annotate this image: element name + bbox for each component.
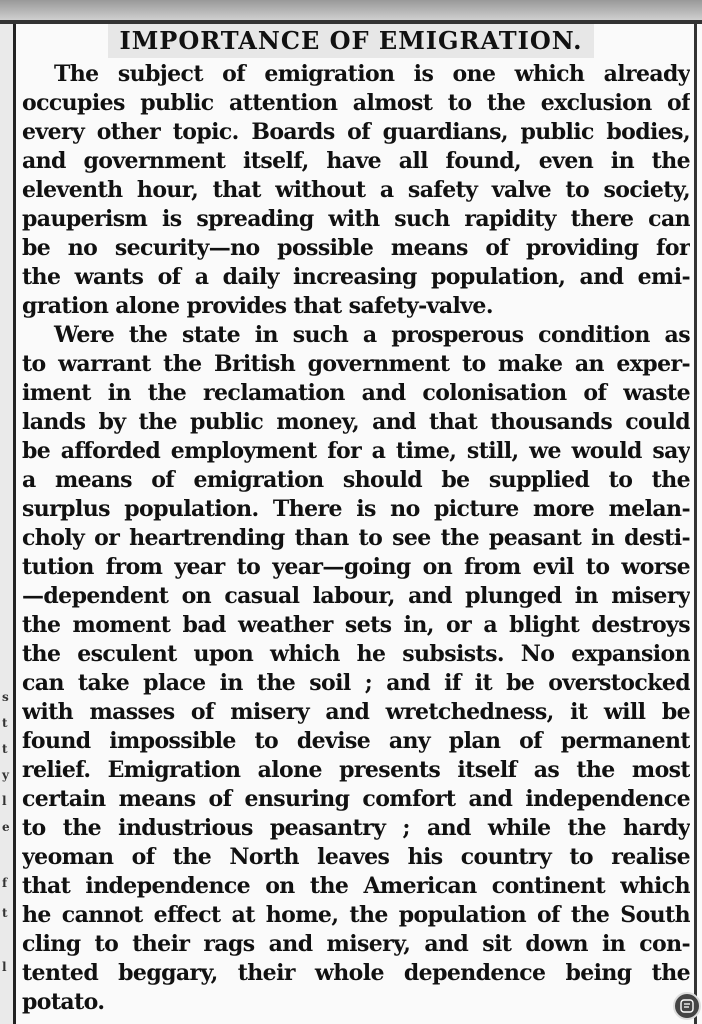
article-line: certain means of ensuring comfort and independence bbox=[22, 786, 690, 812]
margin-letter: l bbox=[2, 960, 7, 974]
article-line: iment in the reclamation and colonisation of waste bbox=[22, 380, 690, 406]
margin-letter: t bbox=[2, 716, 8, 730]
article-line: occupies public attention almost to the exclusion of bbox=[22, 90, 690, 116]
margin-letter: y bbox=[2, 768, 9, 782]
article-line: cling to their rags and misery, and sit down in con- bbox=[22, 931, 690, 957]
article-line: and government itself, have all found, even in the bbox=[22, 148, 690, 174]
article-line: the esculent upon which he subsists. No expansion bbox=[22, 641, 690, 667]
left-column-fragment bbox=[0, 24, 16, 1024]
margin-letter: t bbox=[2, 742, 8, 756]
article-line: Were the state in such a prosperous condition as bbox=[54, 322, 690, 348]
article-line: eleventh hour, that without a safety valve to society, bbox=[22, 177, 690, 203]
margin-letter: l bbox=[2, 794, 7, 808]
article-line: that independence on the American continent which bbox=[22, 873, 690, 899]
article-line: found impossible to devise any plan of permanent bbox=[22, 728, 690, 754]
article-line: be no security—no possible means of providing for bbox=[22, 235, 690, 261]
article-line: yeoman of the North leaves his country to realise bbox=[22, 844, 690, 870]
margin-letter: f bbox=[2, 876, 8, 890]
article-body bbox=[22, 60, 690, 1017]
copy-text-button[interactable] bbox=[673, 992, 701, 1020]
margin-letter: t bbox=[2, 906, 8, 920]
article-line: surplus population. There is no picture more melan- bbox=[22, 496, 690, 522]
article-line: every other topic. Boards of guardians, public bodies, bbox=[22, 119, 690, 145]
top-edge-band bbox=[0, 0, 702, 20]
article-line: tented beggary, their whole dependence being the bbox=[22, 960, 690, 986]
article-line: with masses of misery and wretchedness, it will be bbox=[22, 699, 690, 725]
right-column-rule bbox=[694, 24, 697, 1024]
article-headline: IMPORTANCE OF EMIGRATION. bbox=[108, 24, 594, 58]
article-line: potato. bbox=[22, 989, 105, 1015]
article-line: tution from year to year—going on from evil to worse bbox=[22, 554, 690, 580]
article-line: gration alone provides that safety-valve. bbox=[22, 293, 493, 319]
margin-letter: s bbox=[2, 690, 9, 704]
article-line: —dependent on casual labour, and plunged in misery bbox=[22, 583, 690, 609]
copy-text-icon bbox=[680, 999, 694, 1013]
article-line: the wants of a daily increasing population, and emi- bbox=[22, 264, 690, 290]
article-line: choly or heartrending than to see the peasant in desti- bbox=[22, 525, 690, 551]
article-line: he cannot effect at home, the population of the South bbox=[22, 902, 690, 928]
article-line: can take place in the soil ; and if it be overstocked bbox=[22, 670, 690, 696]
article-line: to warrant the British government to make an exper- bbox=[22, 351, 690, 377]
article-line: a means of emigration should be supplied to the bbox=[22, 467, 690, 493]
article-line: the moment bad weather sets in, or a blight destroys bbox=[22, 612, 690, 638]
margin-letter: e bbox=[2, 820, 10, 834]
article-line: be afforded employment for a time, still, we would say bbox=[22, 438, 690, 464]
article-line: to the industrious peasantry ; and while the hardy bbox=[22, 815, 690, 841]
article-line: lands by the public money, and that thousands could bbox=[22, 409, 690, 435]
article-line: relief. Emigration alone presents itself as the most bbox=[22, 757, 690, 783]
article-line: pauperism is spreading with such rapidity there can bbox=[22, 206, 690, 232]
article-line: The subject of emigration is one which already bbox=[54, 61, 690, 87]
